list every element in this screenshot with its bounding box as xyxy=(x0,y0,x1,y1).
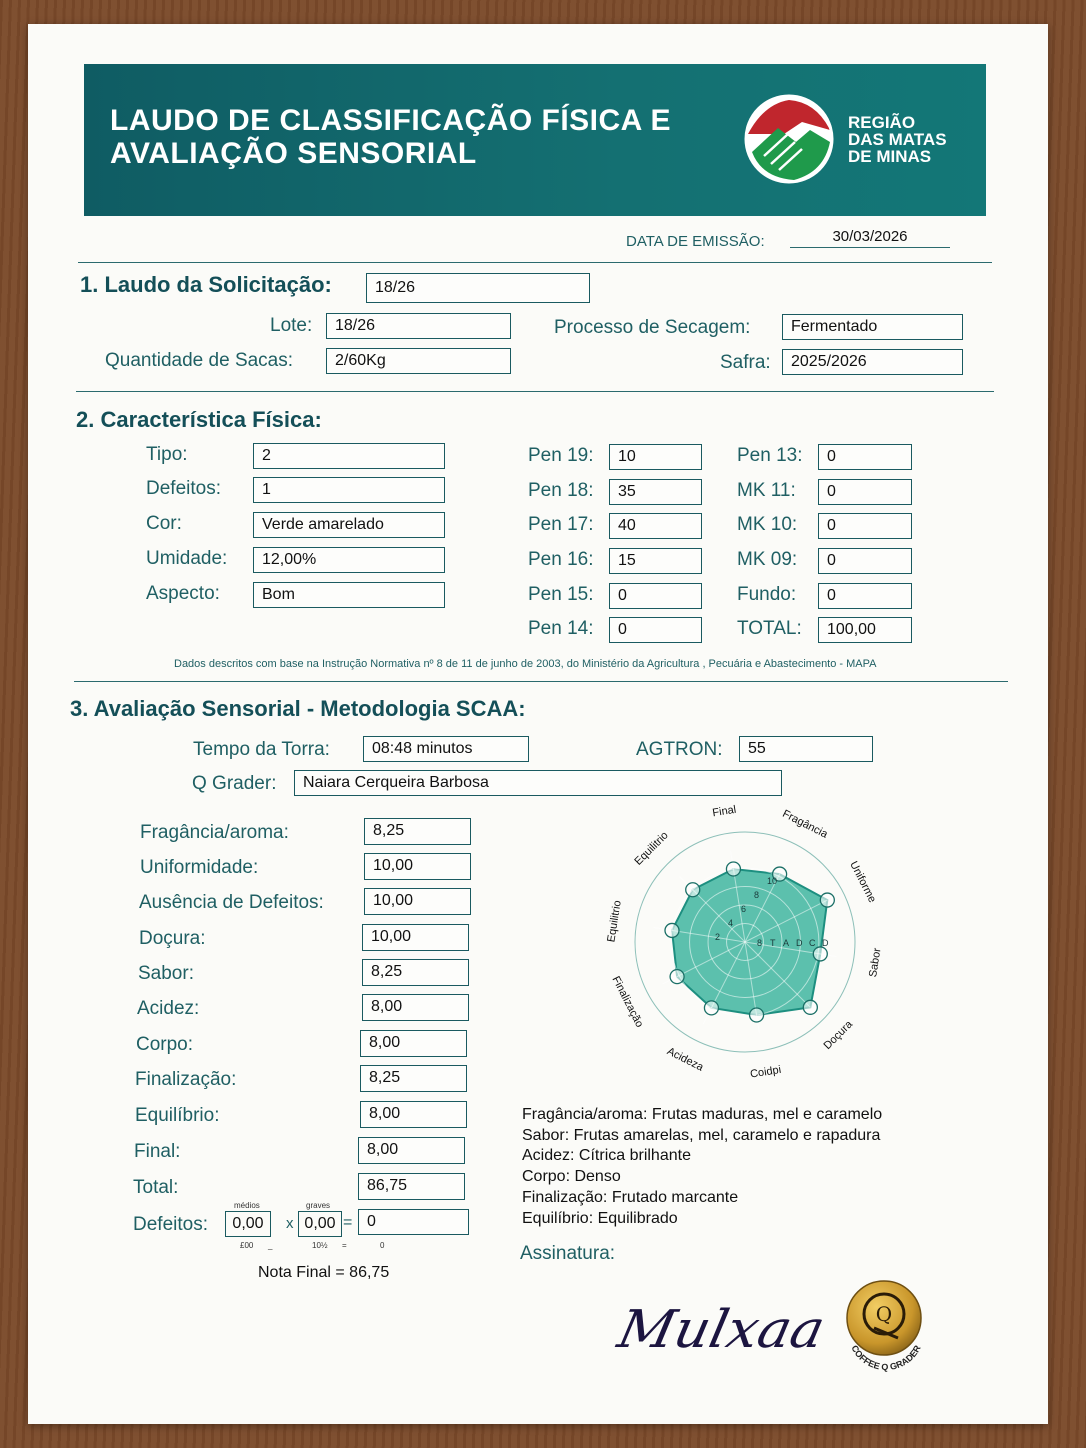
lote-field[interactable]: 18/26 xyxy=(326,313,511,339)
radar-point xyxy=(686,883,700,897)
physical-label: Tipo: xyxy=(146,444,188,465)
peneira-field[interactable]: 10 xyxy=(609,444,702,470)
signature-label: Assinatura: xyxy=(520,1243,616,1264)
radar-point xyxy=(803,1000,817,1014)
radar-center-label: T xyxy=(770,938,776,948)
peneira-field[interactable]: 0 xyxy=(818,513,912,539)
score-label: Uniformidade: xyxy=(140,857,259,878)
title-line-2: AVALIAÇÃO SENSORIAL xyxy=(110,137,477,170)
score-field[interactable]: 8,00 xyxy=(360,1030,467,1057)
lote-label: Lote: xyxy=(270,315,313,336)
peneira-field[interactable]: 0 xyxy=(609,617,702,643)
brand-line-1: REGIÃO xyxy=(848,113,916,132)
signature: Mulxaa xyxy=(612,1300,830,1360)
peneira-label: MK 11: xyxy=(737,480,796,501)
score-label: Ausência de Defeitos: xyxy=(139,892,324,913)
brand-line-2: DAS MATAS xyxy=(848,130,947,149)
torra-field[interactable]: 08:48 minutos xyxy=(363,736,529,762)
radar-center-label: D xyxy=(822,938,829,948)
peneira-label: Pen 18: xyxy=(528,480,594,501)
score-field[interactable]: 8,00 xyxy=(358,1137,465,1164)
q-grader-seal xyxy=(838,1272,934,1376)
sensory-note: Finalização: Frutado marcante xyxy=(522,1188,739,1206)
peneira-field[interactable]: 35 xyxy=(609,479,702,505)
radar-axis-label: Acideza xyxy=(664,1045,706,1074)
score-field[interactable]: 8,00 xyxy=(362,994,469,1021)
peneira-label: Pen 13: xyxy=(737,445,803,466)
radar-point xyxy=(726,862,740,876)
radar-point xyxy=(820,893,834,907)
score-label: Doçura: xyxy=(139,928,206,949)
score-field[interactable]: 86,75 xyxy=(358,1173,465,1200)
score-field[interactable]: 8,25 xyxy=(364,818,471,845)
report-title xyxy=(110,104,671,170)
section-1-title: 1. Laudo da Solicitação: xyxy=(80,272,332,297)
brand-name xyxy=(848,114,947,165)
medios-caption: médios xyxy=(234,1201,260,1210)
sensory-note: Sabor: Frutas amarelas, mel, caramelo e rapadura xyxy=(522,1126,881,1144)
agtron-field[interactable]: 55 xyxy=(739,736,873,762)
secagem-field[interactable]: Fermentado xyxy=(782,314,963,340)
peneira-label: Pen 14: xyxy=(528,618,594,639)
title-line-1: LAUDO DE CLASSIFICAÇÃO FÍSICA E xyxy=(110,104,672,137)
nota-final xyxy=(258,1264,389,1282)
sensory-radar-chart xyxy=(580,800,920,1100)
seal-text: COFFEE Q GRADER xyxy=(849,1343,923,1373)
emission-date-line xyxy=(790,247,950,248)
sensory-note: Acidez: Cítrica brilhante xyxy=(522,1147,691,1165)
secagem-label: Processo de Secagem: xyxy=(554,317,751,338)
radar-axis-label: Sabor xyxy=(867,947,884,979)
graves-caption: graves xyxy=(306,1201,331,1210)
radar-axis-label: Coidpi xyxy=(749,1063,782,1081)
peneira-field[interactable]: 15 xyxy=(609,548,702,574)
score-label: Fragância/aroma: xyxy=(140,822,289,843)
radar-center-label: D xyxy=(796,938,803,948)
score-label: Finalização: xyxy=(135,1069,237,1090)
radar-point xyxy=(670,970,684,984)
seal-letter: Q xyxy=(875,1302,893,1326)
qgrader-label: Q Grader: xyxy=(192,773,277,794)
divider xyxy=(74,681,1008,682)
sacas-label: Quantidade de Sacas: xyxy=(105,350,294,371)
radar-ring-label: 4 xyxy=(728,918,734,928)
score-label: Final: xyxy=(134,1141,181,1162)
score-field[interactable]: 10,00 xyxy=(364,853,471,880)
physical-field[interactable]: 2 xyxy=(253,443,445,469)
defeitos-graves-field[interactable]: 0,00 xyxy=(298,1211,342,1237)
physical-label: Defeitos: xyxy=(146,478,221,499)
mapa-footnote: Dados descritos com base na Instrução Normativa nº 8 de 11 de junho de 2003, do Ministério da Agricultura , Pecuária e Abastecimento - MAPA xyxy=(174,658,877,670)
score-label: Equilíbrio: xyxy=(135,1105,220,1126)
brand-line-3: DE MINAS xyxy=(848,147,932,166)
radar-point xyxy=(704,1001,718,1015)
defeitos-result-field[interactable]: 0 xyxy=(358,1209,469,1235)
regiao-matas-minas-logo xyxy=(744,94,834,184)
radar-point xyxy=(750,1008,764,1022)
score-field[interactable]: 8,25 xyxy=(362,959,469,986)
radar-center-label: A xyxy=(783,938,790,948)
radar-ring-label: 8 xyxy=(754,890,760,900)
safra-label: Safra: xyxy=(720,352,771,373)
radar-axis-label: Fragância xyxy=(780,807,830,841)
peneira-field[interactable]: 0 xyxy=(609,583,702,609)
peneira-field[interactable]: 0 xyxy=(818,479,912,505)
solicitacao-field[interactable]: 18/26 xyxy=(366,273,590,303)
safra-field[interactable]: 2025/2026 xyxy=(782,349,963,375)
physical-field[interactable]: Verde amarelado xyxy=(253,512,445,538)
sensory-note: Corpo: Denso xyxy=(522,1168,621,1186)
physical-field[interactable]: Bom xyxy=(253,582,445,608)
physical-label: Cor: xyxy=(146,513,182,534)
divider xyxy=(78,262,992,263)
peneira-label: MK 10: xyxy=(737,514,798,535)
defeitos-sub-4: = xyxy=(342,1241,347,1250)
radar-point xyxy=(665,923,679,937)
qgrader-field[interactable]: Naiara Cerqueira Barbosa xyxy=(294,770,782,796)
peneira-field[interactable]: 0 xyxy=(818,444,912,470)
score-field[interactable]: 8,00 xyxy=(360,1101,467,1128)
equals-sign: = xyxy=(343,1214,353,1231)
section-2-title: 2. Característica Física: xyxy=(76,407,322,432)
physical-label: Umidade: xyxy=(146,548,228,569)
radar-center-label: 8 xyxy=(757,938,763,948)
times-sign: x xyxy=(286,1215,294,1232)
peneira-field[interactable]: 100,00 xyxy=(818,617,912,643)
defeitos-sub-1: £00 xyxy=(240,1241,254,1250)
peneira-label: Pen 15: xyxy=(528,584,594,605)
radar-axis-label: Finalização xyxy=(609,974,646,1030)
agtron-label: AGTRON: xyxy=(636,739,723,760)
nota-final-label: Nota Final = xyxy=(258,1264,345,1281)
peneira-label: Pen 19: xyxy=(528,445,594,466)
defeitos-medios-field[interactable]: 0,00 xyxy=(225,1211,271,1237)
sensory-note: Equilíbrio: Equilibrado xyxy=(522,1209,678,1227)
peneira-label: TOTAL: xyxy=(737,618,802,639)
torra-label: Tempo da Torra: xyxy=(193,739,330,760)
radar-axis-label: Equilitrio xyxy=(632,829,671,868)
divider xyxy=(76,391,994,392)
peneira-field[interactable]: 0 xyxy=(818,583,912,609)
sacas-field[interactable]: 2/60Kg xyxy=(326,348,511,374)
defeitos-sub-2: _ xyxy=(268,1241,273,1250)
peneira-field[interactable]: 40 xyxy=(609,513,702,539)
radar-ring-label: 6 xyxy=(741,904,747,914)
defeitos-label: Defeitos: xyxy=(133,1214,208,1235)
peneira-label: MK 09: xyxy=(737,549,798,570)
score-label: Total: xyxy=(133,1177,179,1198)
score-label: Corpo: xyxy=(136,1034,194,1055)
sensory-note: Fragância/aroma: Frutas maduras, mel e caramelo xyxy=(522,1106,883,1123)
radar-center-label: C xyxy=(809,938,816,948)
radar-axis-label: Equilitrio xyxy=(605,899,624,944)
defeitos-sub-3: 10½ xyxy=(312,1241,328,1250)
radar-axis-label: Doçura xyxy=(821,1018,856,1053)
defeitos-sub-5: 0 xyxy=(380,1241,385,1250)
emission-date-label: DATA DE EMISSÃO: xyxy=(626,233,765,250)
physical-field[interactable]: 12,00% xyxy=(253,547,445,573)
physical-field[interactable]: 1 xyxy=(253,477,445,503)
peneira-label: Pen 17: xyxy=(528,514,594,535)
peneira-field[interactable]: 0 xyxy=(818,548,912,574)
score-label: Sabor: xyxy=(138,963,194,984)
radar-axis-label: Final xyxy=(711,803,738,820)
peneira-label: Pen 16: xyxy=(528,549,594,570)
section-3-title: 3. Avaliação Sensorial - Metodologia SCAA: xyxy=(70,696,526,721)
radar-point xyxy=(813,947,827,961)
radar-ring-label: 2 xyxy=(715,932,721,942)
peneira-label: Fundo: xyxy=(737,584,797,605)
score-field[interactable]: 8,25 xyxy=(360,1065,467,1092)
radar-axis-label: Uniforme xyxy=(847,859,879,905)
score-label: Acidez: xyxy=(137,998,200,1019)
score-field[interactable]: 10,00 xyxy=(362,924,469,951)
radar-ring-label: 10 xyxy=(767,876,778,886)
nota-final-value: 86,75 xyxy=(349,1264,390,1281)
physical-label: Aspecto: xyxy=(146,583,220,604)
score-field[interactable]: 10,00 xyxy=(364,888,471,915)
emission-date-value: 30/03/2026 xyxy=(832,228,908,245)
